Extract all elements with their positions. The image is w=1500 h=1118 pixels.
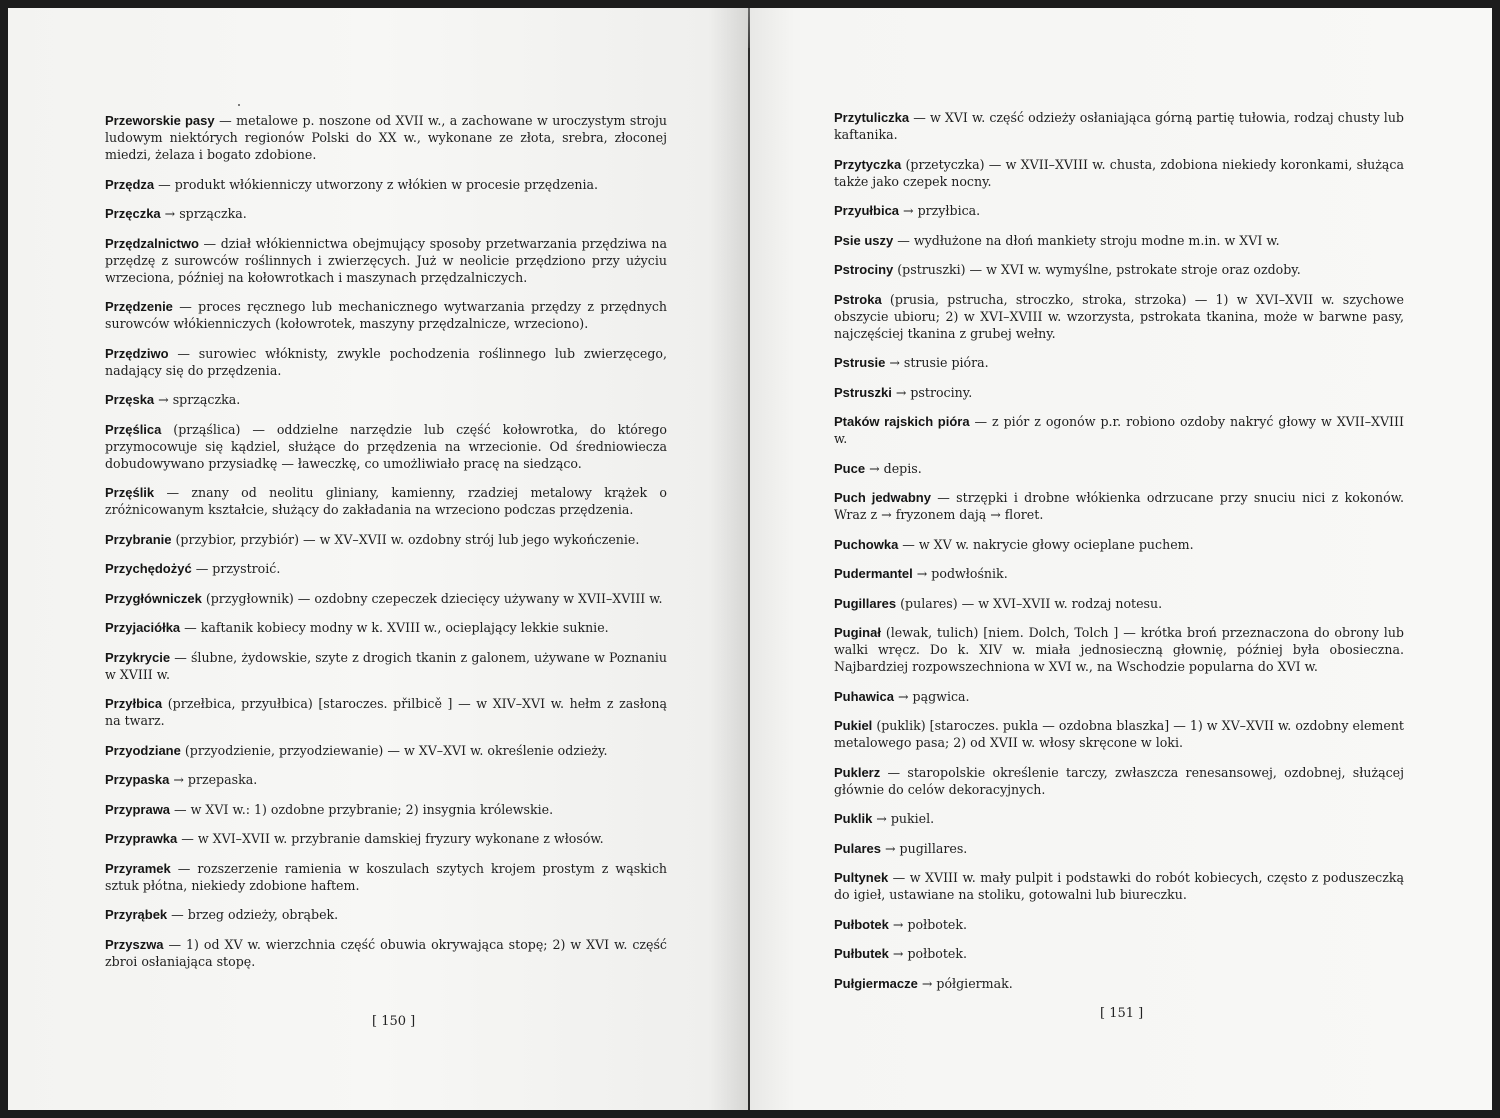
entry-term: Pstruszki [834,384,892,400]
entry-definition: (przybior, przybiór) — w XV–XVII w. ozdobny strój lub jego wykończenie. [171,531,640,547]
entry-definition: → połbotek. [888,916,967,932]
entry-definition: → depis. [865,460,922,476]
entry-term: Puch jedwabny [834,490,931,505]
entry-term: Pstroka [834,291,882,307]
entry-term: Puklerz [834,764,881,780]
entry-definition: — surowiec włóknisty, zwykle pochodzenia roślinnego lub zwierzęcego, nadający się do przędzenia. [105,345,667,378]
dictionary-entry [105,560,667,577]
entry-term: Pułgiermacze [834,975,918,991]
entry-term: Przeworskie pasy [105,113,215,128]
entry-definition: — ślubne, żydowskie, szyte z drogich tkanin z galonem, używane w Poznaniu w XVIII w. [105,649,667,682]
entry-definition: → pukiel. [872,811,935,826]
entry-term: Przęska [105,392,155,407]
entry-term: Przykrycie [105,649,171,665]
dictionary-entry [105,860,667,894]
entry-definition: — z piór z ogonów p.r. robiono ozdoby nakryć głowy w XVII–XVIII w. [834,414,1404,446]
entry-term: Pudermantel [834,566,913,581]
entry-term: Przyrąbek [105,907,168,922]
dictionary-entry [834,536,1404,553]
entry-definition: — w XVI w. część odzieży osłaniająca górną partię tułowia, rodzaj chusty lub kaftanika. [834,110,1404,142]
dictionary-entry [105,235,667,286]
entry-definition: → przyłbica. [899,203,981,218]
entry-term: Przędzenie [105,299,173,314]
dictionary-entry [105,771,667,788]
entry-term: Przygłówniczek [105,590,202,606]
page-number-right: [ 151 ] [1100,1006,1144,1021]
dictionary-entry [834,489,1404,523]
entry-term: Przypaska [105,772,170,787]
dictionary-entry [834,916,1404,933]
entry-definition: → pstrociny. [891,384,973,400]
dictionary-entry [105,112,667,163]
entry-definition: → półgiermak. [917,975,1013,991]
dictionary-entry [834,869,1404,903]
entry-term: Przytyczka [834,156,902,172]
entry-term: Przędza [105,176,155,192]
entry-term: Przędziwo [105,345,169,361]
entry-definition: (puklik) [staroczes. pukla — ozdobna blaszka] — 1) w XV–XVII w. ozdobny element metalowego pasa; 2) od XVII w. włosy skręcone w loki. [834,718,1404,750]
dictionary-entry [834,764,1404,798]
entry-definition: — brzeg odzieży, obrąbek. [167,907,339,922]
entry-term: Przęślica [105,421,162,437]
entry-definition: → strusie pióra. [885,355,989,370]
dictionary-entry [834,109,1404,143]
entry-term: Przyłbica [105,696,163,711]
entry-term: Pstrociny [834,262,894,277]
dictionary-entry [105,936,667,970]
entry-term: Przędzalnictwo [105,235,199,251]
dictionary-entry [834,624,1404,675]
entry-definition: (przełbica, przyułbica) [staroczes. přilbicě ] — w XIV–XVI w. hełm z zasłoną na twarz. [105,696,667,728]
entry-definition: — staropolskie określenie tarczy, zwłaszcza renesansowej, ozdobnej, służącej głównie do celów dekoracyjnych. [834,764,1404,797]
dictionary-entry [105,801,667,818]
dictionary-entry [834,232,1404,249]
dictionary-entry [834,261,1404,278]
entry-term: Psie uszy [834,232,894,248]
book-spread [8,8,1492,1110]
dictionary-entry [105,590,667,607]
dictionary-entry [834,840,1404,857]
entry-term: Puginał [834,625,881,640]
entry-definition: — produkt włókienniczy utworzony z włókien w procesie przędzenia. [154,176,599,192]
dictionary-entry [105,830,667,847]
entry-term: Przychędożyć [105,561,192,576]
right-page [750,8,1492,1110]
dictionary-entry [105,649,667,683]
dictionary-entry [105,619,667,636]
entry-definition: — w XV w. nakrycie głowy ocieplane puchem. [898,536,1194,552]
dictionary-entry [834,156,1404,190]
entry-definition: — kaftanik kobiecy modny w k. XVIII w., ocieplający lekkie suknie. [180,620,609,635]
dictionary-entry [834,354,1404,371]
left-entries [105,112,667,982]
entry-definition: (prząślica) — oddzielne narzędzie lub część kołowrotka, do którego przymocowuje się kądziel, służące do przędzenia na wrzecionie. Od średniowiecza dobudowywano przysiadkę — ławeczkę, co umożliwiało pracę na siedząco. [105,421,667,471]
entry-term: Puchowka [834,536,899,552]
entry-definition: → sprzączka. [154,392,241,407]
entry-term: Pułbotek [834,916,889,932]
entry-definition: — w XVI w.: 1) ozdobne przybranie; 2) insygnia królewskie. [170,801,554,817]
entry-definition: — wydłużone na dłoń mankiety stroju modne m.in. w XVI w. [893,232,1280,248]
entry-term: Puce [834,460,866,476]
entry-term: Pułbutek [834,946,889,961]
entry-term: Przyramek [105,860,171,876]
dictionary-entry [834,460,1404,477]
entry-definition: (pulares) — w XVI–XVII w. rodzaj notesu. [896,595,1163,611]
dictionary-entry [834,688,1404,705]
dictionary-entry [834,565,1404,582]
entry-definition: → sprzączka. [160,206,247,221]
entry-definition: — strzępki i drobne włókienka odrzucane przy snuciu nici z kokonów. Wraz z → fryzonem dają → floret. [834,490,1404,522]
dictionary-entry [834,717,1404,751]
entry-definition: — rozszerzenie ramienia w koszulach szytych krojem prostym z wąskich sztuk płótna, niekiedy zdobione haftem. [105,860,667,893]
entry-definition: (prusia, pstrucha, stroczko, stroka, strzoka) — 1) w XVI–XVII w. szychowe obszycie ubioru; 2) w XVI–XVIII w. wzorzysta, pstrokata tkanina, może w barwne pasy, najczęściej tkanina z grubej wełny. [834,291,1404,341]
entry-term: Puhawica [834,688,894,704]
entry-term: Pultynek [834,870,889,885]
entry-definition: (przetyczka) — w XVII–XVIII w. chusta, zdobiona niekiedy koronkami, służąca także jako czepek nocny. [834,156,1404,189]
entry-definition: → pągwica. [893,688,970,704]
dictionary-entry [105,742,667,759]
entry-definition: (przygłownik) — ozdobny czepeczek dziecięcy używany w XVII–XVIII w. [201,590,663,606]
entry-definition: — metalowe p. noszone od XVII w., a zachowane w uroczystym stroju ludowym niektórych regionów Polski do XX w., wykonane ze złota, srebra, złoconej miedzi, żelaza i bogato zdobione. [105,113,668,162]
dictionary-entry [105,345,667,379]
entry-term: Przyprawka [105,831,178,846]
entry-term: Przytuliczka [834,110,910,125]
entry-term: Ptaków rajskich pióra [834,414,970,429]
dictionary-entry [105,391,667,408]
entry-definition: → przepaska. [169,772,258,787]
dictionary-entry [105,906,667,923]
entry-term: Pugillares [834,595,897,611]
dictionary-entry [834,202,1404,219]
dictionary-entry [834,595,1404,612]
dictionary-entry [834,945,1404,962]
dictionary-entry [105,531,667,548]
entry-definition: (pstruszki) — w XVI w. wymyślne, pstrokate stroje oraz ozdoby. [893,262,1301,277]
entry-definition: — dział włókiennictwa obejmujący sposoby przetwarzania przędziwa na przędzę z surowców roślinnych i zwierzęcych. Już w neolicie przędziono przy użyciu wrzeciona, później na kołowrotkach i maszynach przędzalniczych. [105,235,667,285]
entry-term: Przyułbica [834,203,900,218]
dictionary-entry [105,298,667,332]
entry-term: Pulares [834,840,881,856]
dictionary-entry [834,975,1404,992]
entry-definition: → połbotek. [888,946,967,961]
page-number-left: [ 150 ] [372,1014,416,1029]
dictionary-entry [105,176,667,193]
entry-definition: — znany od neolitu gliniany, kamienny, rzadziej metalowy krążek o zróżnicowanym kształcie, służący do zakładania na wrzeciono podczas przędzenia. [105,485,667,517]
entry-definition: → pugillares. [880,840,968,856]
left-page [8,8,748,1110]
entry-definition: (przyodzienie, przyodziewanie) — w XV–XVI w. określenie odzieży. [180,742,608,758]
right-entries [834,109,1404,1004]
entry-definition: — proces ręcznego lub mechanicznego wytwarzania przędzy z przędnych surowców włókienniczych (kołowrotek, maszyny przędzalnicze, wrzeciono). [105,299,667,331]
entry-definition: → podwłośnik. [912,566,1008,581]
entry-term: Przyprawa [105,801,171,817]
dictionary-entry [105,205,667,222]
entry-definition: — 1) od XV w. wierzchnia część obuwia okrywająca stopę; 2) w XVI w. część zbroi osłaniająca stopę. [105,936,667,969]
entry-term: Przyszwa [105,936,164,952]
entry-term: Przybranie [105,531,172,547]
dictionary-entry [834,413,1404,447]
entry-term: Pukiel [834,718,873,733]
entry-definition: — w XVI–XVII w. przybranie damskiej fryzury wykonane z włosów. [177,831,604,846]
entry-term: Puklik [834,811,873,826]
dictionary-entry [834,291,1404,342]
entry-term: Przęczka [105,206,161,221]
entry-definition: — przystroić. [191,561,281,576]
ink-speck [238,104,240,106]
dictionary-entry [834,384,1404,401]
entry-term: Przyodziane [105,742,181,758]
entry-term: Przyjaciółka [105,620,181,635]
dictionary-entry [105,695,667,729]
entry-term: Pstrusie [834,355,886,370]
entry-definition: (lewak, tulich) [niem. Dolch, Tolch ] — krótka broń przeznaczona do obrony lub walki wręcz. Do k. XIV w. miała jednosieczną głownię, później była obosieczna. Najbardziej rozpowszechniona w XVI w., na Wschodzie popularna do XVI w. [834,625,1404,674]
entry-term: Przęślik [105,485,155,500]
dictionary-entry [834,810,1404,827]
dictionary-entry [105,421,667,472]
dictionary-entry [105,484,667,518]
entry-definition: — w XVIII w. mały pulpit i podstawki do robót kobiecych, często z poduszeczką do igieł, ustawiane na stoliku, gotowalni lub biureczku. [834,870,1404,902]
